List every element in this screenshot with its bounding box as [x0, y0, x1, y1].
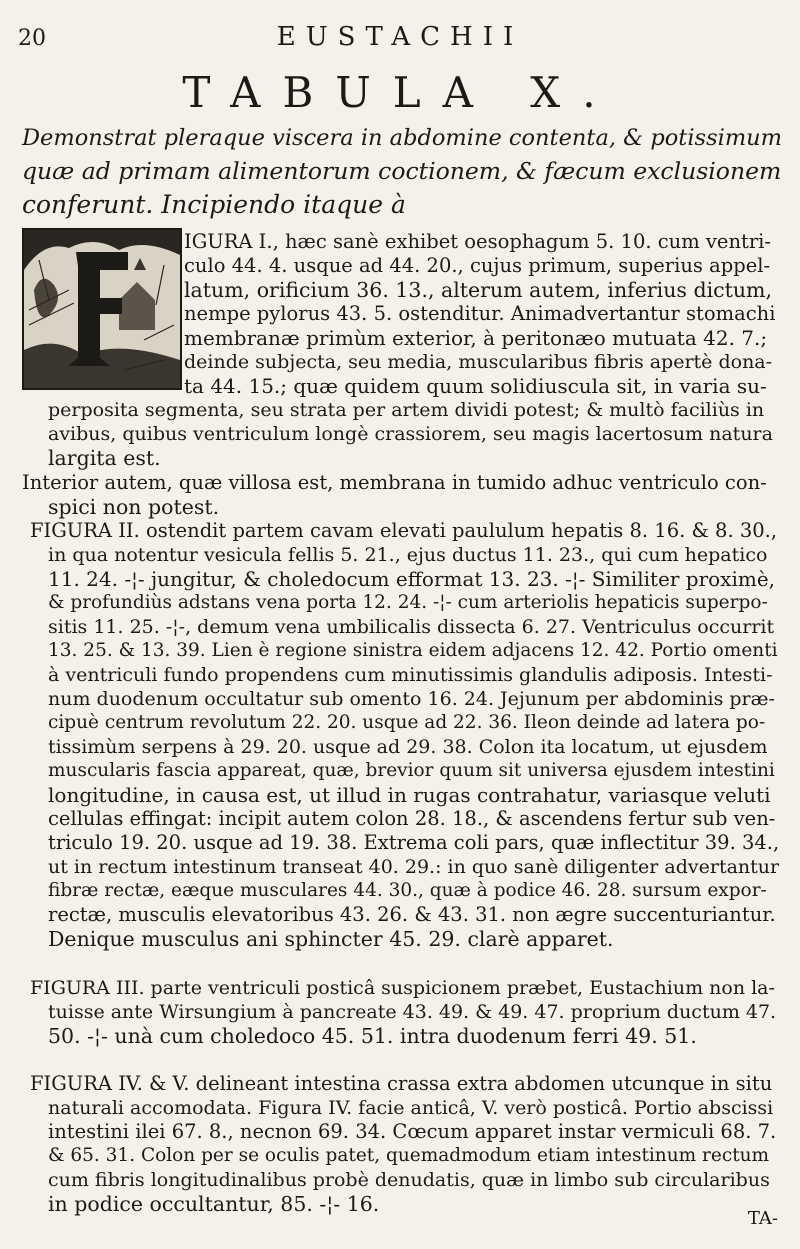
text-line: in podice occultantur, 85. -¦- 16. — [48, 1192, 380, 1216]
text-line: deinde subjecta, seu media, muscularibus fibris apertè dona- — [184, 351, 773, 373]
text-line: à ventriculi fundo propendens cum minutissimis glandulis adiposis. Intesti- — [48, 664, 773, 686]
text-line: membranæ primùm exterior, à peritonæo mutuata 42. 7.; — [184, 326, 768, 350]
subtitle-line: quæ ad primam alimentorum coctionem, & fæcum exclusionem — [22, 157, 782, 185]
text-line: spici non potest. — [48, 495, 220, 519]
text-line: nempe pylorus 43. 5. ostenditur. Animadvertantur stomachi — [184, 302, 776, 325]
subtitle-line: Demonstrat pleraque viscera in abdomine contenta, & potissimum — [22, 125, 782, 151]
text-line: 13. 25. & 13. 39. Lien è regione sinistra eidem adjacens 12. 42. Portio omenti — [48, 640, 778, 661]
text-line: intestini ilei 67. 8., necnon 69. 34. Cœcum apparet instar vermiculi 68. 7. — [48, 1120, 777, 1143]
text-line: 11. 24. -¦- jungitur, & choledocum efformat 13. 23. -¦- Similiter proximè, — [48, 567, 776, 591]
text-line: cipuè centrum revolutum 22. 20. usque ad 22. 36. Ileon deinde ad latera po- — [48, 712, 766, 733]
text-line: perposita segmenta, seu strata per artem dividi potest; & multò faciliùs in — [48, 399, 765, 421]
text-line: in qua notentur vesicula fellis 5. 21., ejus ductus 11. 23., qui cum hepatico — [48, 544, 768, 566]
text-line: ta 44. 15.; quæ quidem quum solidiuscula sit, in varia su- — [184, 374, 767, 398]
text-line: rectæ, musculis elevatoribus 43. 26. & 43. 31. non ægre succenturiantur. — [48, 903, 776, 926]
text-line: tissimùm serpens à 29. 20. usque ad 29. 38. Colon ita locatum, ut ejusdem — [48, 736, 768, 758]
text-line: cum fibris longitudinalibus probè denudatis, quæ in limbo sub circularibus — [48, 1169, 770, 1191]
text-line: Interior autem, quæ villosa est, membrana in tumido adhuc ventriculo con- — [22, 471, 767, 494]
text-line: IGURA I., hæc sanè exhibet oesophagum 5. 10. cum ventri- — [184, 230, 772, 253]
decorated-initial — [22, 228, 182, 390]
text-line: Denique musculus ani sphincter 45. 29. clarè apparet. — [48, 927, 614, 951]
text-line: sitis 11. 25. -¦-, demum vena umbilicalis dissecta 6. 27. Ventriculus occurrit — [48, 616, 775, 638]
text-line: FIGURA III. parte ventriculi posticâ suspicionem præbet, Eustachium non la- — [30, 977, 775, 999]
text-line: avibus, quibus ventriculum longè crassiorem, seu magis lacertosum natura — [48, 423, 773, 445]
text-line: naturali accomodata. Figura IV. facie anticâ, V. verò posticâ. Portio abscissi — [48, 1097, 774, 1119]
text-line: tuisse ante Wirsungium à pancreate 43. 49. & 49. 47. proprium ductum 47. — [48, 1001, 777, 1023]
text-line: FIGURA IV. & V. delineant intestina crassa extra abdomen utcunque in situ — [30, 1072, 773, 1095]
text-line: & profundiùs adstans vena porta 12. 24. -¦- cum arteriolis hepaticis superpo- — [48, 592, 768, 613]
woodcut-illustration — [24, 230, 180, 388]
plate-title: TABULA X. — [182, 68, 618, 117]
text-line: & 65. 31. Colon per se oculis patet, quemadmodum etiam intestinum rectum — [48, 1145, 770, 1166]
page-number: 20 — [18, 26, 46, 51]
text-line: 50. -¦- unà cum choledoco 45. 51. intra duodenum ferri 49. 51. — [48, 1024, 697, 1048]
text-line: ut in rectum intestinum transeat 40. 29.: in quo sanè diligenter advertantur — [48, 856, 780, 878]
running-head: EUSTACHII — [276, 22, 524, 52]
catchword: TA- — [747, 1208, 778, 1229]
text-line: FIGURA II. ostendit partem cavam elevati paululum hepatis 8. 16. & 8. 30., — [30, 519, 778, 542]
plate-subtitle — [22, 122, 782, 221]
text-line: longitudine, in causa est, ut illud in rugas contrahatur, variasque veluti — [48, 783, 771, 807]
text-line: triculo 19. 20. usque ad 19. 38. Extrema coli pars, quæ inflectitur 39. 34., — [48, 831, 780, 854]
text-line: cellulas effingat: incipit autem colon 28. 18., & ascendens fertur sub ven- — [48, 807, 776, 830]
text-line: num duodenum occultatur sub omento 16. 24. Jejunum per abdominis præ- — [48, 688, 775, 710]
text-line: latum, orificium 36. 13., alterum autem, inferius dictum, — [184, 278, 773, 302]
text-line: fibræ rectæ, eæque musculares 44. 30., quæ à podice 46. 28. sursum expor- — [48, 880, 767, 901]
text-line: largita est. — [48, 446, 161, 470]
text-line: muscularis fascia appareat, quæ, brevior quum sit universa ejusdem intestini — [48, 760, 775, 781]
text-line: culo 44. 4. usque ad 44. 20., cujus primum, superius appel- — [184, 254, 771, 277]
subtitle-line: conferunt. Incipiendo itaque à — [22, 190, 406, 219]
